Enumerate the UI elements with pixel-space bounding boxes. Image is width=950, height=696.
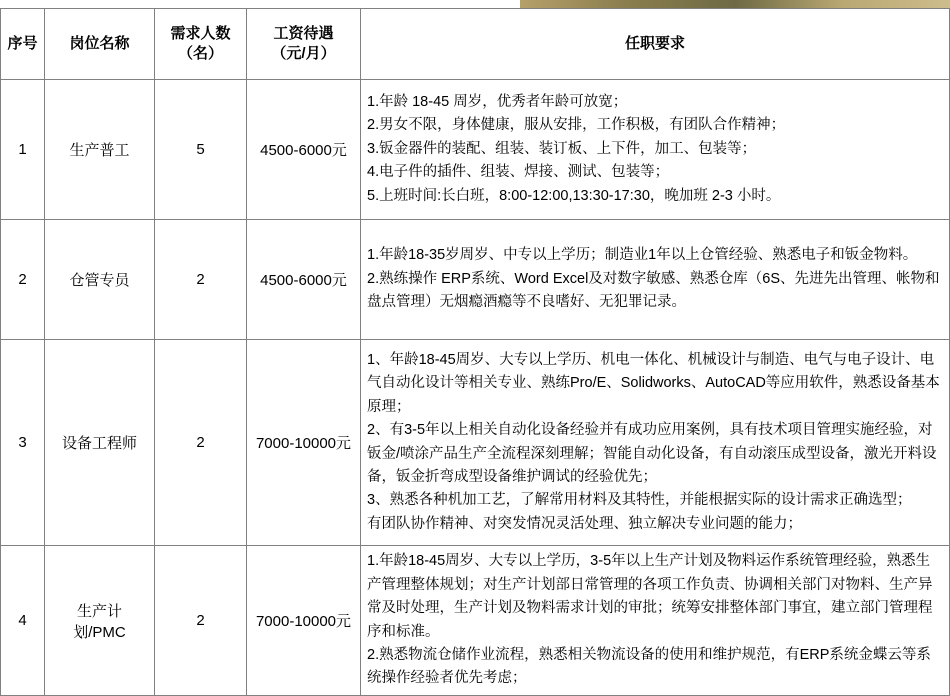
header-cell-salary: 工资待遇 （元/月） [247,9,361,80]
requirement-line: 2.男女不限，身体健康，服从安排，工作积极，有团队合作精神； [367,117,786,134]
cell-headcount: 5 [155,80,247,220]
requirement-line: 2.熟练操作 ERP系统、Word Excel及对数字敏感、熟悉仓库（6S、先进先出管理、帐物和盘点管理）无烟瘾酒瘾等不良嗜好、无犯罪记录。 [367,270,940,311]
requirement-line: 3.钣金器件的装配、组装、装订板、上下件，加工、包装等； [367,140,757,157]
cell-job-name: 生产计划/PMC [45,546,155,696]
header-cell-name: 岗位名称 [45,9,155,80]
cell-job-name: 生产普工 [45,80,155,220]
requirement-line: 4.电子件的插件、组装、焊接、测试、包装等； [367,164,670,181]
requirement-line: 2.熟悉物流仓储作业流程，熟悉相关物流设备的使用和维护规范，有ERP系统金蝶云等系统操作经验者优先考虑； [367,646,931,687]
table-row [1,340,950,546]
requirement-line: 5.上班时间:长白班，8:00-12:00,13:30-17:30，晚加班 2-3 小时。 [367,187,781,204]
cell-no: 4 [1,546,45,696]
table-row [1,220,950,340]
requirement-line: 1.年龄 18-45 周岁，优秀者年龄可放宽； [367,93,628,110]
cell-no: 3 [1,340,45,546]
header-cell-no: 序号 [1,9,45,80]
cell-requirements [361,340,950,546]
cell-job-name: 设备工程师 [45,340,155,546]
cell-headcount: 2 [155,340,247,546]
header-cell-number: 需求人数 （名） [155,9,247,80]
cell-salary: 4500-6000元 [247,80,361,220]
requirement-line: 1.年龄18-35岁周岁、中专以上学历；制造业1年以上仓管经验、熟悉电子和钣金物料。 [367,247,918,264]
table-row [1,80,950,220]
cell-headcount: 2 [155,220,247,340]
table-header-row [1,9,950,80]
cell-no: 2 [1,220,45,340]
cell-requirements [361,546,950,696]
requirement-line: 1、年龄18-45周岁、大专以上学历、机电一体化、机械设计与制造、电气与电子设计、电气自动化设计等相关专业、熟练Pro/E、Solidworks、AutoCAD等应用软件，熟悉设备基本原理； [367,351,940,415]
requirement-line: 1.年龄18-45周岁、大专以上学历，3-5年以上生产计划及物料运作系统管理经验，熟悉生产管理整体规划；对生产计划部日常管理的各项工作负责、协调相关部门对物料、生产异常及时处理，生产计划及物料需求计划的审批；统筹安排整体部门事宜，建立部门管理程序和标准。 [367,553,933,640]
requirement-line: 2、有3-5年以上相关自动化设备经验并有成功应用案例，具有技术项目管理实施经验，对钣金/喷涂产品生产全流程深刻理解；智能自动化设备，有自动滚压成型设备，激光开料设备，钣金折弯成型设备维护调试的经验优先； [367,422,937,485]
cell-no: 1 [1,80,45,220]
top-image-strip [0,0,950,8]
recruitment-table [0,8,950,696]
cell-salary: 7000-10000元 [247,546,361,696]
header-cell-requirements: 任职要求 [361,9,950,80]
cell-salary: 4500-6000元 [247,220,361,340]
requirement-line: 3、熟悉各种机加工艺，了解常用材料及其特性，并能根据实际的设计需求正确选型； [367,492,912,509]
top-strip-image [520,0,950,8]
cell-headcount: 2 [155,546,247,696]
top-strip-blank [0,0,520,8]
cell-job-name: 仓管专员 [45,220,155,340]
table-body [1,80,950,696]
table-header [1,9,950,80]
cell-requirements [361,80,950,220]
table-row [1,546,950,696]
requirement-line: 有团队协作精神、对突发情况灵活处理、独立解决专业问题的能力； [367,515,802,532]
cell-requirements [361,220,950,340]
cell-salary: 7000-10000元 [247,340,361,546]
